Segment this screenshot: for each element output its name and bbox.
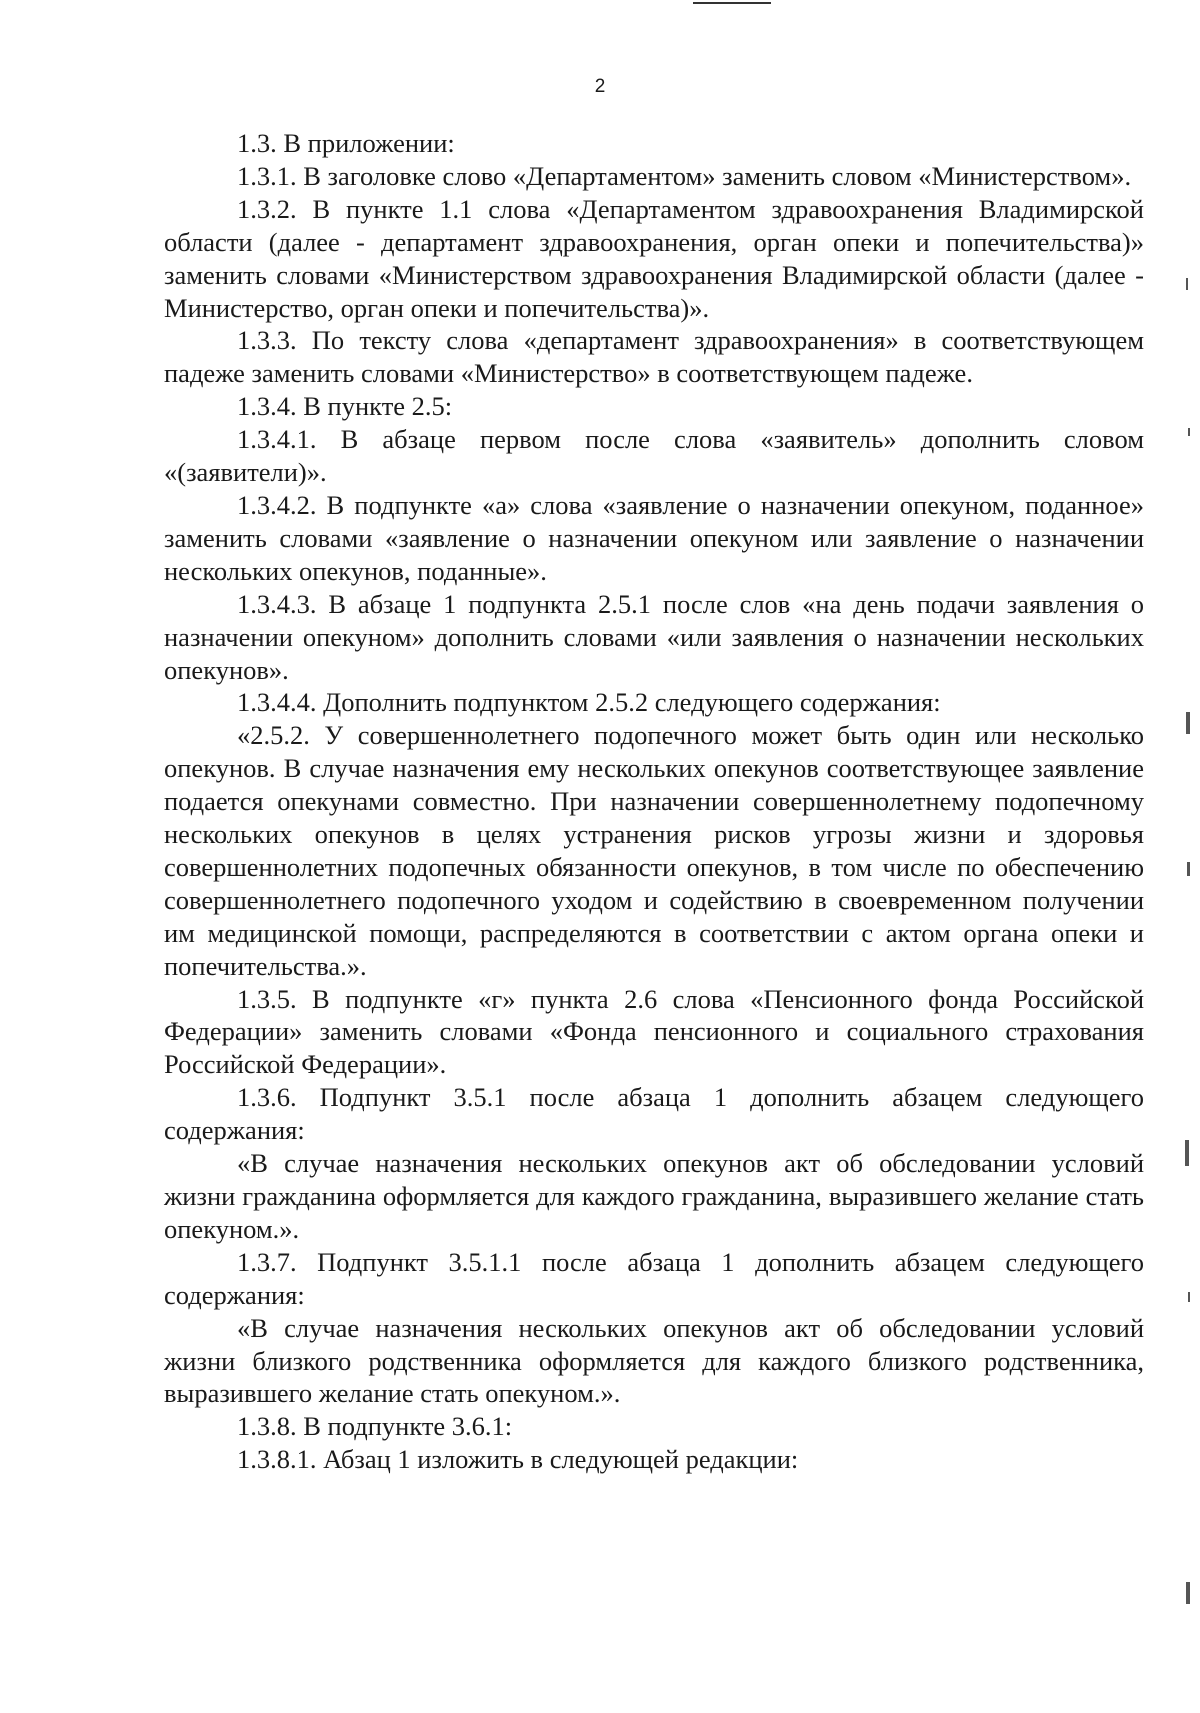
paragraph: 1.3.5. В подпункте «г» пункта 2.6 слова «Пенсионного фонда Российской Федерации» заменить словами «Фонда пенсионного и социального страхования Российской Федерации».: [164, 983, 1144, 1080]
scan-edge-artifacts: [1180, 0, 1200, 1713]
page-number: 2: [594, 76, 606, 97]
scan-speck: [1188, 1292, 1190, 1302]
scan-speck: [1186, 712, 1190, 734]
paragraph: 1.3.6. Подпункт 3.5.1 после абзаца 1 дополнить абзацем следующего содержания:: [164, 1082, 1144, 1146]
paragraph: 1.3.4.2. В подпункте «а» слова «заявление о назначении опекуном, поданное» заменить словами «заявление о назначении опекуном или заявление о назначении нескольких опекунов, поданные».: [164, 489, 1144, 586]
paragraph: 1.3.4.1. В абзаце первом после слова «заявитель» дополнить словом «(заявители)».: [164, 424, 1144, 488]
paragraph: «В случае назначения нескольких опекунов акт об обследовании условий жизни близкого родственника оформляется для каждого близкого родственника, выразившего желание стать опекуном.».: [164, 1312, 1144, 1409]
scan-speck: [1188, 428, 1190, 436]
paragraph: «2.5.2. У совершеннолетнего подопечного может быть один или несколько опекунов. В случае назначения ему нескольких опекунов соответствующее заявление подается опекунами совместно. При назначении совершеннолетнему подопечному нескольких опекунов в целях устранения рисков угрозы жизни и здоровья совершеннолетних подопечных обязанности опекунов, в том числе по обеспечению совершеннолетнего подопечного уходом и содействию в своевременном получении им медицинской помощи, распределяются в соответствии с актом органа опеки и попечительства.».: [164, 720, 1144, 981]
paragraph: 1.3. В приложении:: [237, 128, 455, 158]
paragraph: 1.3.2. В пункте 1.1 слова «Департаментом здравоохранения Владимирской области (далее - департамент здравоохранения, орган опеки и попечительства)» заменить словами «Министерством здравоохранения Владимирской области (далее - Министерство, орган опеки и попечительства)».: [164, 193, 1144, 323]
paragraph: 1.3.4. В пункте 2.5:: [237, 391, 453, 422]
scan-speck: [1185, 1140, 1189, 1166]
scan-speck: [1186, 1582, 1190, 1604]
paragraph: «В случае назначения нескольких опекунов акт об обследовании условий жизни гражданина оформляется для каждого гражданина, выразившего желание стать опекуном.».: [164, 1148, 1144, 1244]
scan-speck: [1186, 278, 1188, 290]
paragraph: 1.3.3. По тексту слова «департамент здравоохранения» в соответствующем падеже заменить словами «Министерство» в соответствующем падеже.: [164, 325, 1144, 389]
scan-speck: [1187, 862, 1190, 876]
document-body: [164, 127, 1144, 1476]
paragraph: 1.3.4.3. В абзаце 1 подпункта 2.5.1 после слов «на день подачи заявления о назначении опекуном» дополнить словами «или заявления о назначении нескольких опекунов».: [164, 588, 1144, 685]
paragraph: 1.3.8.1. Абзац 1 изложить в следующей редакции:: [237, 1444, 799, 1475]
paragraph: 1.3.4.4. Дополнить подпунктом 2.5.2 следующего содержания:: [237, 687, 941, 718]
paragraph: 1.3.8. В подпункте 3.6.1:: [237, 1411, 513, 1442]
paragraph: 1.3.7. Подпункт 3.5.1.1 после абзаца 1 дополнить абзацем следующего содержания:: [164, 1246, 1144, 1310]
scan-edge-mark: [693, 2, 771, 4]
paragraph: 1.3.1. В заголовке слово «Департаментом» заменить словом «Министерством».: [237, 160, 1132, 191]
